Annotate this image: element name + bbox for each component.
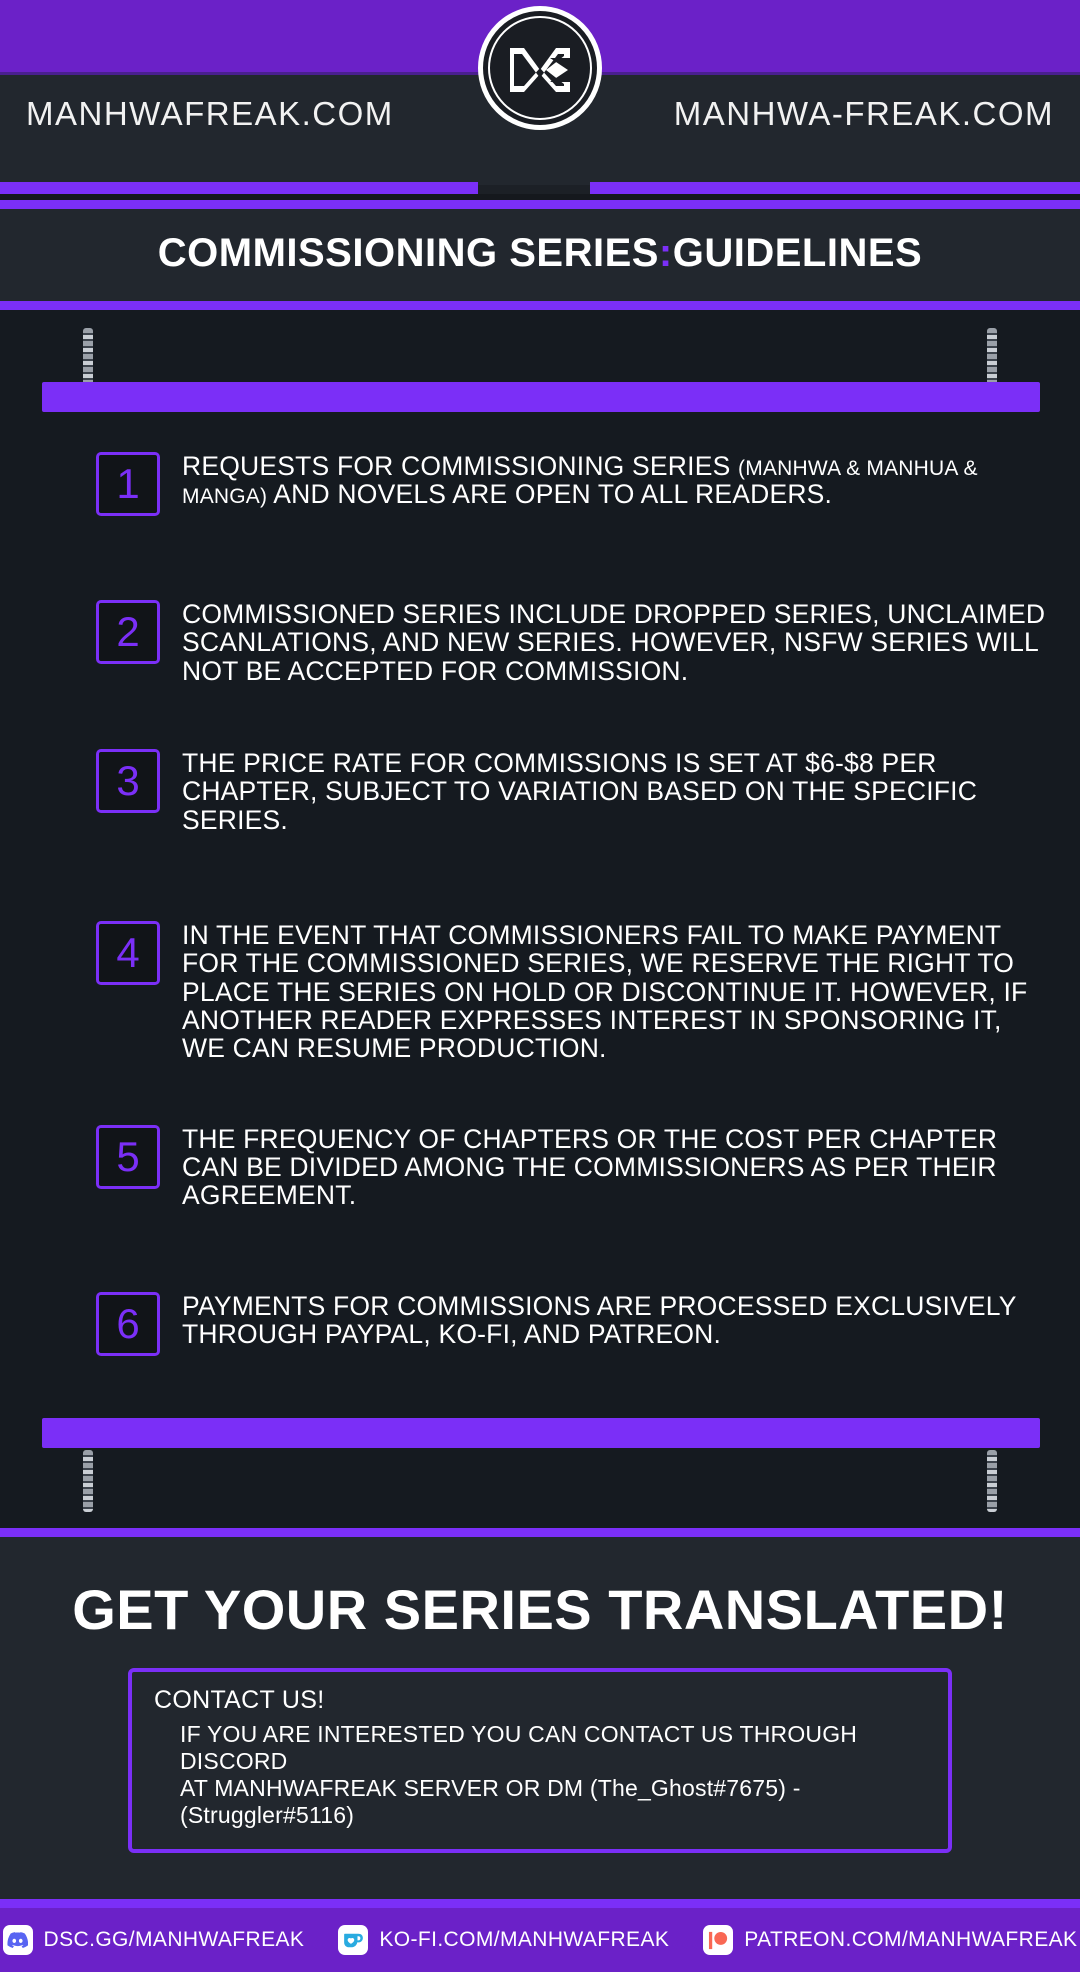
site-url-left: MANHWAFREAK.COM — [26, 95, 394, 132]
patreon-icon — [703, 1925, 733, 1955]
logo-outer-ring — [478, 6, 602, 130]
page-title-sub: GUIDELINES — [672, 231, 923, 275]
rule-number: 2 — [96, 600, 160, 664]
page-title — [0, 231, 1080, 276]
social-link-label: PATREON.COM/MANHWAFREAK — [744, 1928, 1078, 1952]
contact-title: CONTACT US! — [154, 1685, 325, 1714]
footer-headline: GET YOUR SERIES TRANSLATED! — [72, 1577, 1008, 1641]
list-item — [96, 1123, 1050, 1210]
divider-bar-bottom — [42, 1418, 1040, 1448]
social-link-discord[interactable] — [3, 1925, 305, 1955]
contact-line-2: AT MANHWAFREAK SERVER OR DM (The_Ghost#7675) - (Struggler#5116) — [180, 1775, 801, 1829]
list-item — [96, 747, 1050, 834]
rule-text: COMMISSIONED SERIES INCLUDE DROPPED SERIES, UNCLAIMED SCANLATIONS, AND NEW SERIES. HOWEVER, NSFW SERIES WILL NOT BE ACCEPTED FOR COMMISSION. — [182, 599, 1046, 686]
rule-number: 5 — [96, 1125, 160, 1189]
rule-number: 4 — [96, 921, 160, 985]
header-underline-right — [590, 182, 1080, 194]
header-underline-left — [0, 182, 478, 194]
social-link-label: DSC.GG/MANHWAFREAK — [43, 1928, 305, 1952]
contact-body — [154, 1721, 930, 1830]
logo-monogram-icon — [504, 40, 576, 96]
rule-text-part-2: AND NOVELS ARE OPEN TO ALL READERS. — [267, 479, 833, 510]
rule-number: 1 — [96, 452, 160, 516]
list-item — [96, 919, 1050, 1063]
contact-line-1: IF YOU ARE INTERESTED YOU CAN CONTACT US THROUGH DISCORD — [180, 1720, 858, 1774]
rule-text: IN THE EVENT THAT COMMISSIONERS FAIL TO MAKE PAYMENT FOR THE COMMISSIONED SERIES, WE RESERVE THE RIGHT TO PLACE THE SERIES ON HOLD OR DISCONTINUE IT. HOWEVER, IF ANOTHER READER EXPRESSES INTEREST IN SPONSORING IT, WE CAN RESUME PRODUCTION. — [182, 920, 1028, 1064]
rule-text-parenthetical: (MANHWA & MANHUA & MANGA) — [182, 457, 978, 509]
social-link-label: KO-FI.COM/MANHWAFREAK — [379, 1928, 670, 1952]
rule-text: THE PRICE RATE FOR COMMISSIONS IS SET AT $6-$8 PER CHAPTER, SUBJECT TO VARIATION BASED ON THE SPECIFIC SERIES. — [182, 748, 978, 835]
chain-right-bottom — [987, 1450, 997, 1512]
footer-spacer — [0, 1853, 1080, 1899]
rule-text — [182, 450, 1050, 509]
kofi-icon — [338, 1925, 368, 1955]
brand-logo — [478, 6, 602, 130]
rule-text-part-1: REQUESTS FOR COMMISSIONING SERIES — [182, 451, 739, 481]
rule-text: THE FREQUENCY OF CHAPTERS OR THE COST PER CHAPTER CAN BE DIVIDED AMONG THE COMMISSIONERS AS PER THEIR AGREEMENT. — [182, 1123, 998, 1211]
page-title-main: COMMISSIONING SERIES — [157, 231, 659, 275]
logo-inner-ring — [488, 16, 592, 120]
site-url-right: MANHWA-FREAK.COM — [673, 95, 1054, 132]
rule-number: 6 — [96, 1292, 160, 1356]
social-bar-inner — [3, 1925, 1078, 1955]
rules-list — [0, 310, 1080, 1356]
list-item — [96, 1290, 1050, 1356]
page-title-separator: : — [658, 231, 673, 275]
social-bar — [0, 1899, 1080, 1972]
discord-icon — [3, 1925, 33, 1955]
footer-section — [0, 1528, 1080, 1972]
rule-number: 3 — [96, 749, 160, 813]
chain-left-bottom — [83, 1450, 93, 1512]
page-header — [0, 0, 1080, 200]
contact-box — [128, 1668, 952, 1854]
social-link-kofi[interactable] — [338, 1925, 669, 1955]
title-bar — [0, 200, 1080, 310]
list-item — [96, 598, 1050, 685]
social-link-patreon[interactable] — [703, 1925, 1077, 1955]
guidelines-content — [0, 310, 1080, 1528]
rule-text: PAYMENTS FOR COMMISSIONS ARE PROCESSED EXCLUSIVELY THROUGH PAYPAL, KO-FI, AND PATREON. — [182, 1290, 1017, 1350]
list-item — [96, 450, 1050, 516]
